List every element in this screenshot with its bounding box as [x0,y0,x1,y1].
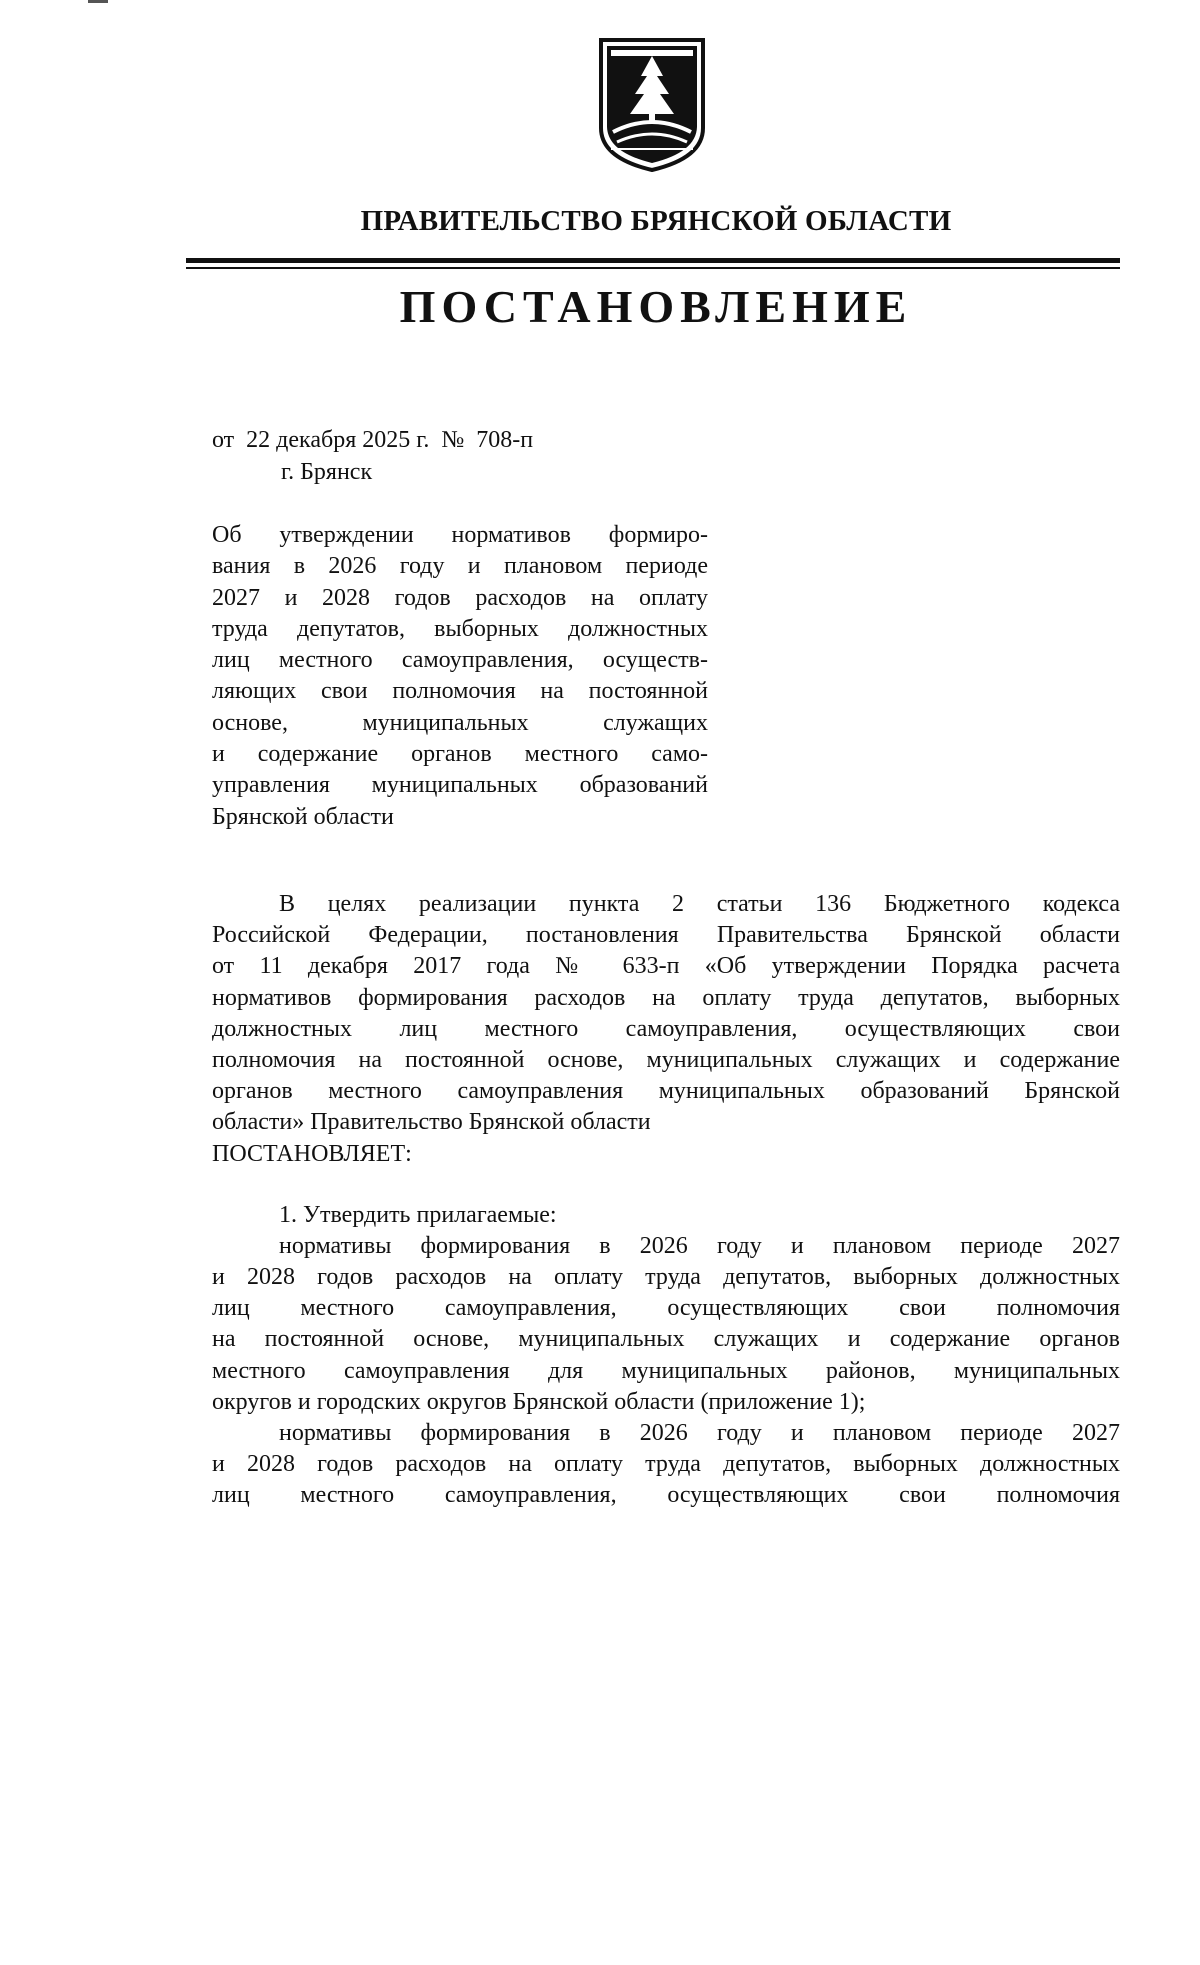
document-date-number: от 22 декабря 2025 г. № 708-п [212,427,534,453]
coat-of-arms-icon [597,36,707,174]
body-line: лиц местного самоуправления, осуществляющих свои полномочия [212,1482,1120,1509]
header-rule-thick [186,258,1120,263]
body-line: от 11 декабря 2017 года № 633-п «Об утверждении Порядка расчета [212,953,1120,980]
body-line: нормативов формирования расходов на оплату труда депутатов, выборных [212,984,1120,1011]
document-type-title: ПОСТАНОВЛЕНИЕ [399,281,913,332]
body-line: местного самоуправления для муниципальных районов, муниципальных [212,1357,1120,1384]
subject-line: вания в 2026 году и плановом периоде [212,553,708,580]
document-subject [212,520,708,833]
subject-line: ляющих свои полномочия на постоянной [212,678,708,705]
scan-artifact [88,0,108,3]
body-line: 1. Утвердить прилагаемые: [279,1201,557,1228]
document-city: г. Брянск [281,459,373,485]
subject-line: и содержание органов местного само- [212,741,708,768]
body-line: области» Правительство Брянской области [212,1109,651,1136]
body-line: на постоянной основе, муниципальных служащих и содержание органов [212,1326,1120,1353]
document-body [212,889,1120,1512]
subject-line: управления муниципальных образований [212,772,708,799]
organization-title: ПРАВИТЕЛЬСТВО БРЯНСКОЙ ОБЛАСТИ [360,205,952,237]
body-line: В целях реализации пункта 2 статьи 136 Бюджетного кодекса [279,891,1120,917]
header-rule-thin [186,267,1120,269]
body-line: Российской Федерации, постановления Правительства Брянской области [212,922,1120,949]
subject-line: лиц местного самоуправления, осуществ- [212,647,708,674]
body-line: нормативы формирования в 2026 году и плановом периоде 2027 [279,1420,1120,1446]
subject-line: Об утверждении нормативов формиро- [212,522,708,548]
body-line: должностных лиц местного самоуправления, осуществляющих свои [212,1015,1120,1042]
body-line: и 2028 годов расходов на оплату труда депутатов, выборных должностных [212,1264,1120,1291]
subject-line: 2027 и 2028 годов расходов на оплату [212,584,708,611]
body-line: полномочия на постоянной основе, муниципальных служащих и содержание [212,1046,1120,1073]
body-line: и 2028 годов расходов на оплату труда депутатов, выборных должностных [212,1451,1120,1478]
resolves-word: ПОСТАНОВЛЯЕТ: [212,1140,412,1167]
subject-line: труда депутатов, выборных должностных [212,615,708,642]
body-line: нормативы формирования в 2026 году и плановом периоде 2027 [279,1232,1120,1259]
paragraph-gap [212,1170,1120,1200]
body-line: округов и городских округов Брянской области (приложение 1); [212,1388,866,1415]
subject-line: Брянской области [212,803,394,830]
body-line: лиц местного самоуправления, осуществляющих свои полномочия [212,1295,1120,1322]
body-line: органов местного самоуправления муниципальных образований Брянской [212,1078,1120,1105]
subject-line: основе, муниципальных служащих [212,709,708,736]
